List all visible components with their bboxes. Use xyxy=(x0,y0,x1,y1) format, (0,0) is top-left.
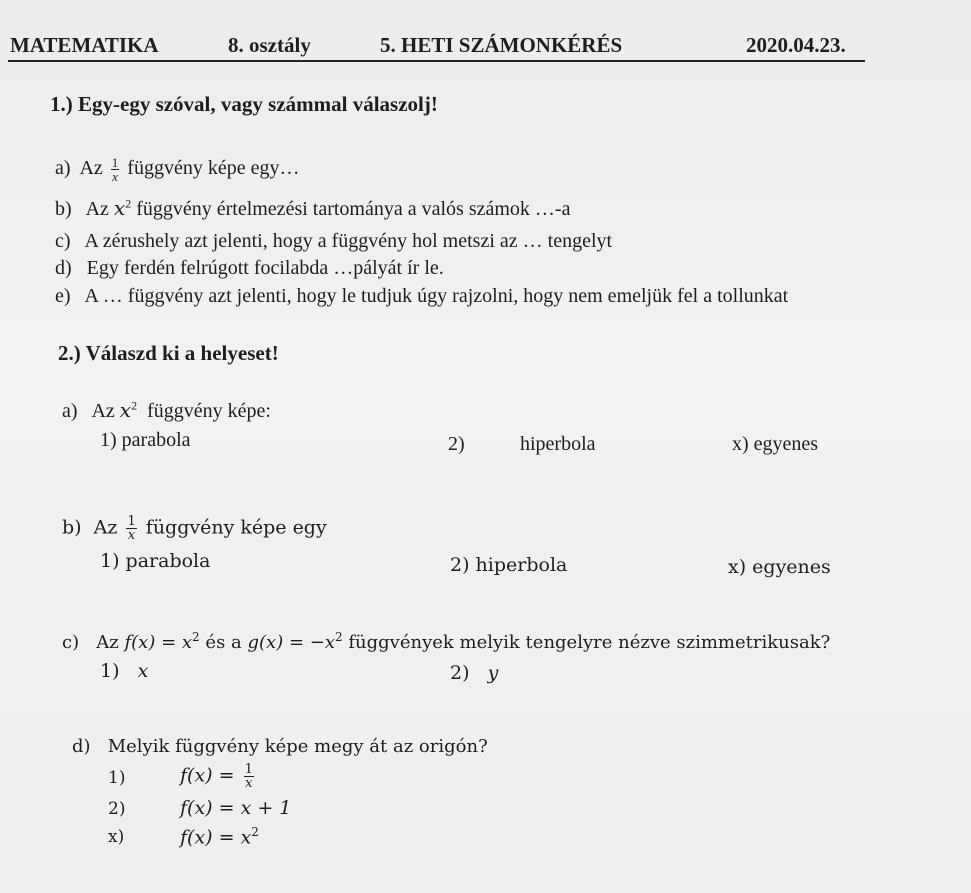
q1-d-label: d) xyxy=(55,257,72,279)
q1-b-label: b) xyxy=(55,198,72,220)
q2-d-option-3 xyxy=(180,825,259,848)
q1-item-a xyxy=(55,156,299,183)
q1-a-fraction xyxy=(111,156,120,183)
q2-b-frac-den: x xyxy=(127,528,136,543)
q1-a-frac-den: x xyxy=(112,169,118,184)
q2-c-pre: Az xyxy=(96,632,119,653)
q2-d-opt3-exp: 2 xyxy=(251,825,259,839)
q1-c-label: c) xyxy=(55,230,71,252)
q1-a-label: a) xyxy=(55,157,71,180)
q2-d-text: Melyik függvény képe megy át az origón? xyxy=(107,736,488,757)
q2-b-label: b) xyxy=(62,516,82,539)
q2-b-text: függvény képe egy xyxy=(145,516,327,539)
q1-b-pre: Az xyxy=(85,198,109,220)
q2-c-option-1 xyxy=(100,660,148,682)
header-grade: 8. osztály xyxy=(228,33,311,57)
q1-b-text: függvény értelmezési tartománya a valós számok …-a xyxy=(136,198,571,220)
q1-a-pre: Az xyxy=(79,157,103,180)
q2-d-option-2 xyxy=(180,797,291,819)
q2-item-c xyxy=(62,630,830,653)
q1-item-b xyxy=(55,196,570,221)
q2-d-label: d) xyxy=(72,736,91,757)
q2-c-text: függvények melyik tengelyre nézve szimmetrikusak? xyxy=(348,632,831,653)
q2-d-opt1-frac-num: 1 xyxy=(244,762,253,777)
q2-d-option-2-num: 2) xyxy=(108,799,126,819)
q2-d-opt3-expr: f(x) = x xyxy=(180,826,252,849)
q2-item-a xyxy=(62,398,271,423)
q2-c-opt1-num: 1) xyxy=(100,660,120,682)
q2-c-mid: és a xyxy=(205,632,242,653)
q2-a-text: függvény képe: xyxy=(147,400,271,422)
q2-d-option-3-num: x) xyxy=(108,827,125,847)
header-date: 2020.04.23. xyxy=(746,33,846,57)
q2-c-g: g(x) = −x xyxy=(247,632,335,653)
q2-d-opt1-fraction xyxy=(244,763,254,790)
q2-a-pre: Az xyxy=(91,400,115,422)
q1-item-c xyxy=(55,230,612,253)
q2-a-option-3: x) egyenes xyxy=(732,433,819,455)
q2-d-option-1 xyxy=(180,763,257,790)
q2-c-opt2-num: 2) xyxy=(450,662,470,684)
q2-a-exp: 2 xyxy=(131,398,138,413)
q2-d-opt1-expr: f(x) = xyxy=(180,764,235,787)
q2-c-g-exp: 2 xyxy=(334,630,343,644)
q2-title: 2.) Válaszd ki a helyeset! xyxy=(58,341,279,365)
q1-e-label: e) xyxy=(55,285,71,307)
header-underline xyxy=(8,60,865,62)
q2-b-fraction xyxy=(126,515,136,542)
q1-title: 1.) Egy-egy szóval, vagy számmal válaszolj! xyxy=(50,92,438,116)
q2-b-frac-num: 1 xyxy=(127,514,136,529)
q2-b-option-1: 1) parabola xyxy=(100,550,211,572)
q2-b-pre: Az xyxy=(93,516,118,539)
q2-c-option-2 xyxy=(450,662,498,684)
q2-a-option-2-num: 2) xyxy=(448,433,465,455)
q1-e-text: A … függvény azt jelenti, hogy le tudjuk úgy rajzolni, hogy nem emeljük fel a tollunkat xyxy=(84,285,789,307)
q2-c-f: f(x) = x xyxy=(124,632,193,653)
q2-item-d xyxy=(72,736,488,757)
q1-b-exp: 2 xyxy=(125,196,132,211)
q2-c-f-exp: 2 xyxy=(192,630,200,644)
q2-d-opt2-expr: f(x) = x + 1 xyxy=(180,797,292,819)
q1-a-frac-num: 1 xyxy=(111,155,119,170)
q2-a-option-2: hiperbola xyxy=(520,433,596,455)
q2-a-option-1: 1) parabola xyxy=(100,429,191,451)
header-title: 5. HETI SZÁMONKÉRÉS xyxy=(380,33,623,57)
q2-b-option-2: 2) hiperbola xyxy=(450,554,568,576)
q1-item-d xyxy=(55,257,444,280)
q1-item-e xyxy=(55,285,788,308)
q2-a-label: a) xyxy=(62,400,78,422)
q1-b-var: x xyxy=(113,196,126,220)
q2-d-option-1-num: 1) xyxy=(108,768,126,788)
q2-a-var: x xyxy=(119,398,132,422)
header-subject: MATEMATIKA xyxy=(10,33,159,57)
q1-d-text: Egy ferdén felrúgott focilabda …pályát ír le. xyxy=(86,257,444,279)
q2-item-b xyxy=(62,515,327,542)
q1-a-text: függvény képe egy… xyxy=(127,157,300,180)
q2-b-option-3: x) egyenes xyxy=(728,556,831,578)
q2-c-opt2-var: y xyxy=(487,662,499,684)
q2-d-opt1-frac-den: x xyxy=(245,776,253,791)
q1-c-text: A zérushely azt jelenti, hogy a függvény hol metszi az … tengelyt xyxy=(84,230,613,252)
q2-c-opt1-var: x xyxy=(137,660,149,682)
q2-c-label: c) xyxy=(62,632,80,653)
